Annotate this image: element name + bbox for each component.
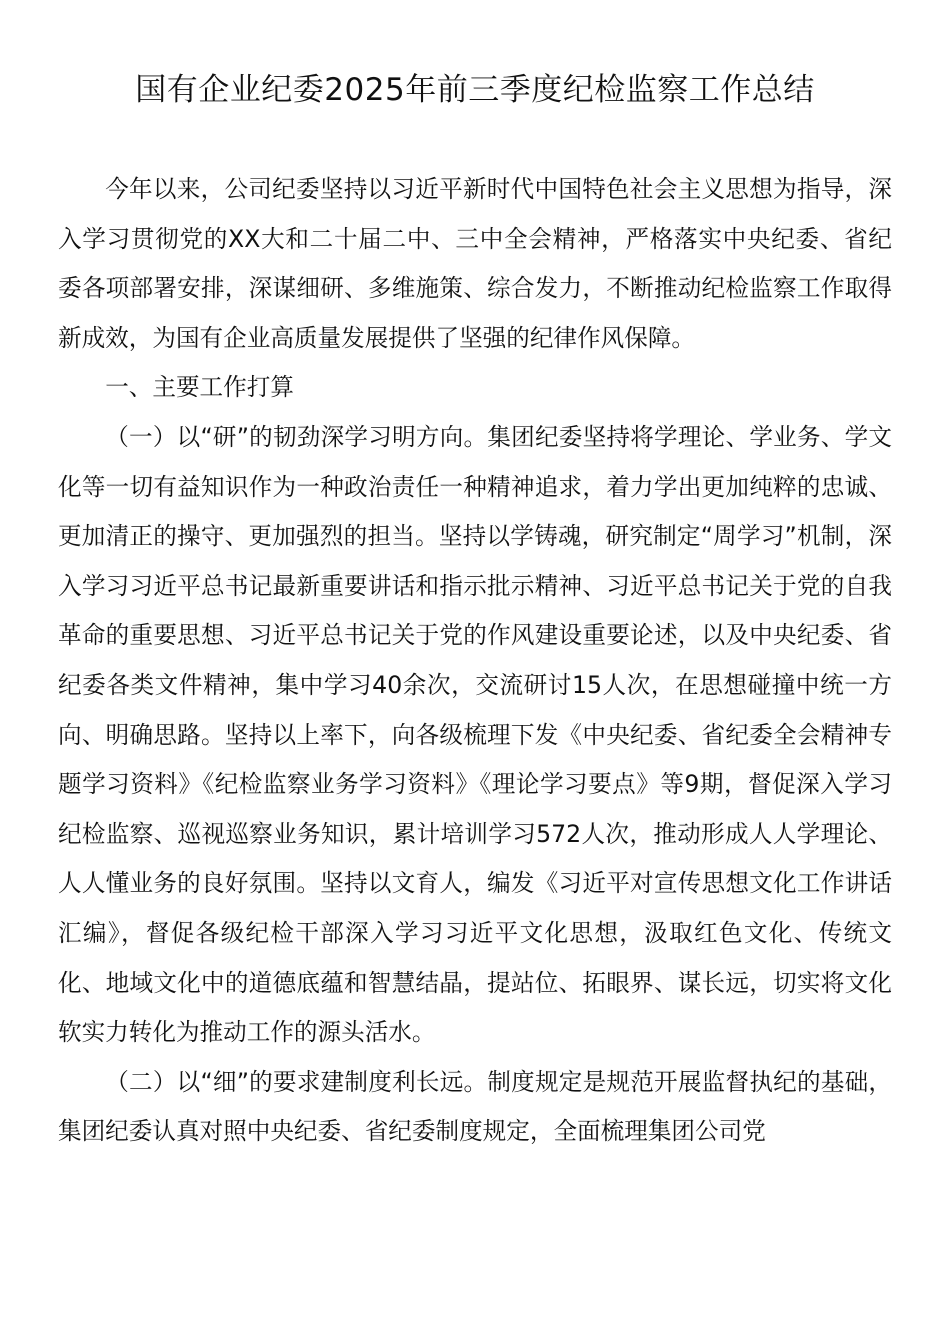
- body-paragraph: （二）以“细”的要求建制度利长远。制度规定是规范开展监督执纪的基础，集团纪委认真对照中央纪委、省纪委制度规定，全面梳理集团公司党: [58, 1067, 892, 1146]
- document-body: [58, 165, 892, 1157]
- body-paragraph: （一）以“研”的韧劲深学习明方向。集团纪委坚持将学理论、学业务、学文化等一切有益知识作为一种政治责任一种精神追求，着力学出更加纯粹的忠诚、更加清正的操守、更加强烈的担当。坚持以学铸魂，研究制定“周学习”机制，深入学习习近平总书记最新重要讲话和指示批示精神、习近平总书记关于党的自我革命的重要思想、习近平总书记关于党的作风建设重要论述，以及中央纪委、省纪委各类文件精神，集中学习40余次，交流研讨15人次，在思想碰撞中统一方向、明确思路。坚持以上率下，向各级梳理下发《中央纪委、省纪委全会精神专题学习资料》《纪检监察业务学习资料》《理论学习要点》等9期，督促深入学习纪检监察、巡视巡察业务知识，累计培训学习572人次，推动形成人人学理论、人人懂业务的良好氛围。坚持以文育人，编发《习近平对宣传思想文化工作讲话汇编》，督促各级纪检干部深入学习习近平文化思想，汲取红色文化、传统文化、地域文化中的道德底蕴和智慧结晶，提站位、拓眼界、谋长远，切实将文化软实力转化为推动工作的源头活水。: [58, 422, 892, 1047]
- document-title: 国有企业纪委2025年前三季度纪检监察工作总结: [135, 72, 815, 108]
- section-heading: 一、主要工作打算: [105, 373, 294, 402]
- intro-paragraph: 今年以来，公司纪委坚持以习近平新时代中国特色社会主义思想为指导，深入学习贯彻党的XX大和二十届二中、三中全会精神，严格落实中央纪委、省纪委各项部署安排，深谋细研、多维施策、综合发力，不断推动纪检监察工作取得新成效，为国有企业高质量发展提供了坚强的纪律作风保障。: [58, 175, 892, 352]
